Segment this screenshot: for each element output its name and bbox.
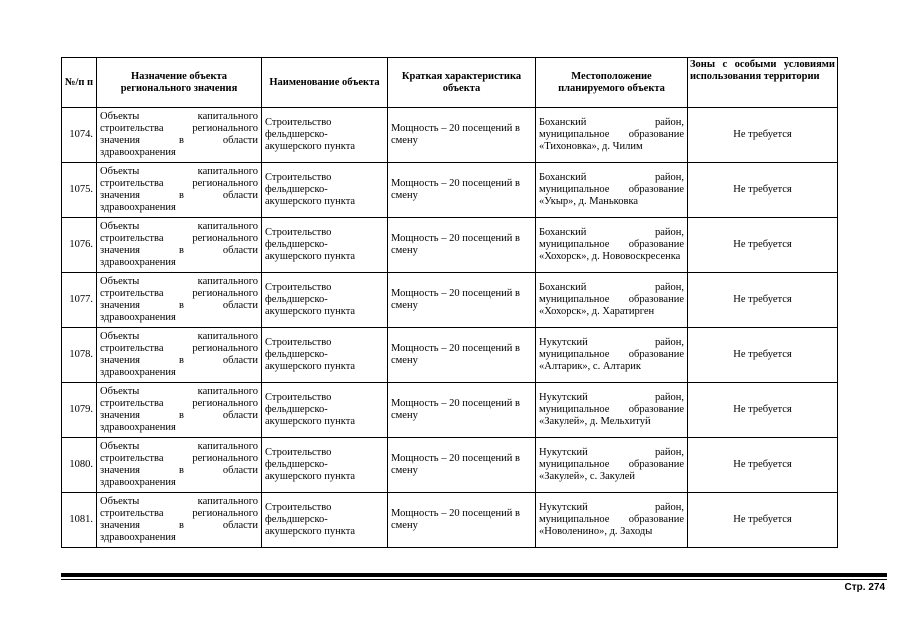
table-row [62, 108, 838, 163]
object-purpose: Объекты капитального строительства регионального значения в области здравоохранения [97, 438, 262, 493]
row-number: 1076. [62, 218, 97, 273]
object-location: Боханский район, муниципальное образование «Укыр», д. Маньковка [536, 163, 688, 218]
object-purpose: Объекты капитального строительства регионального значения в области здравоохранения [97, 218, 262, 273]
object-name: Строительство фельдшерско-акушерского пункта [262, 438, 388, 493]
table-row [62, 438, 838, 493]
header-purpose: Назначение объекта регионального значения [97, 58, 262, 108]
object-purpose: Объекты капитального строительства регионального значения в области здравоохранения [97, 493, 262, 548]
table-body [62, 108, 838, 548]
objects-table [61, 57, 838, 548]
object-purpose: Объекты капитального строительства регионального значения в области здравоохранения [97, 108, 262, 163]
object-name: Строительство фельдшерско-акушерского пункта [262, 108, 388, 163]
page-number: Стр. 274 [844, 582, 885, 593]
object-purpose: Объекты капитального строительства регионального значения в области здравоохранения [97, 383, 262, 438]
object-location: Боханский район, муниципальное образование «Тихоновка», д. Чилим [536, 108, 688, 163]
special-zones: Не требуется [688, 218, 838, 273]
object-name: Строительство фельдшерско-акушерского пункта [262, 163, 388, 218]
object-characteristic: Мощность – 20 посещений в смену [388, 108, 536, 163]
object-location: Нукутский район, муниципальное образование «Новоленино», д. Заходы [536, 493, 688, 548]
object-characteristic: Мощность – 20 посещений в смену [388, 163, 536, 218]
row-number: 1081. [62, 493, 97, 548]
table-row [62, 328, 838, 383]
row-number: 1074. [62, 108, 97, 163]
object-characteristic: Мощность – 20 посещений в смену [388, 383, 536, 438]
special-zones: Не требуется [688, 163, 838, 218]
object-name: Строительство фельдшерско-акушерского пункта [262, 493, 388, 548]
table-row [62, 218, 838, 273]
object-location: Нукутский район, муниципальное образование «Закулей», д. Мельхитуй [536, 383, 688, 438]
table-row [62, 383, 838, 438]
object-location: Боханский район, муниципальное образование «Хохорск», д. Нововоскресенка [536, 218, 688, 273]
row-number: 1080. [62, 438, 97, 493]
footer-rule [61, 573, 887, 577]
object-location: Нукутский район, муниципальное образование «Алтарик», с. Алтарик [536, 328, 688, 383]
special-zones: Не требуется [688, 383, 838, 438]
special-zones: Не требуется [688, 328, 838, 383]
row-number: 1077. [62, 273, 97, 328]
object-name: Строительство фельдшерско-акушерского пункта [262, 328, 388, 383]
object-purpose: Объекты капитального строительства регионального значения в области здравоохранения [97, 328, 262, 383]
table-row [62, 163, 838, 218]
object-purpose: Объекты капитального строительства регионального значения в области здравоохранения [97, 163, 262, 218]
object-purpose: Объекты капитального строительства регионального значения в области здравоохранения [97, 273, 262, 328]
special-zones: Не требуется [688, 273, 838, 328]
object-characteristic: Мощность – 20 посещений в смену [388, 273, 536, 328]
object-name: Строительство фельдшерско-акушерского пункта [262, 218, 388, 273]
header-zones: Зоны с особыми условиями использования территории [688, 58, 838, 108]
special-zones: Не требуется [688, 438, 838, 493]
object-characteristic: Мощность – 20 посещений в смену [388, 328, 536, 383]
table-row [62, 493, 838, 548]
table-row [62, 273, 838, 328]
row-number: 1079. [62, 383, 97, 438]
object-location: Боханский район, муниципальное образование «Хохорск», д. Харатирген [536, 273, 688, 328]
object-characteristic: Мощность – 20 посещений в смену [388, 493, 536, 548]
object-name: Строительство фельдшерско-акушерского пункта [262, 383, 388, 438]
special-zones: Не требуется [688, 493, 838, 548]
header-location: Местоположение планируемого объекта [536, 58, 688, 108]
special-zones: Не требуется [688, 108, 838, 163]
footer-rule-thin [61, 579, 887, 580]
object-characteristic: Мощность – 20 посещений в смену [388, 218, 536, 273]
row-number: 1075. [62, 163, 97, 218]
object-location: Нукутский район, муниципальное образование «Закулей», с. Закулей [536, 438, 688, 493]
header-name: Наименование объекта [262, 58, 388, 108]
header-num: №/п п [62, 58, 97, 108]
row-number: 1078. [62, 328, 97, 383]
object-characteristic: Мощность – 20 посещений в смену [388, 438, 536, 493]
object-name: Строительство фельдшерско-акушерского пункта [262, 273, 388, 328]
header-characteristic: Краткая характеристика объекта [388, 58, 536, 108]
table-header-row [62, 58, 838, 108]
